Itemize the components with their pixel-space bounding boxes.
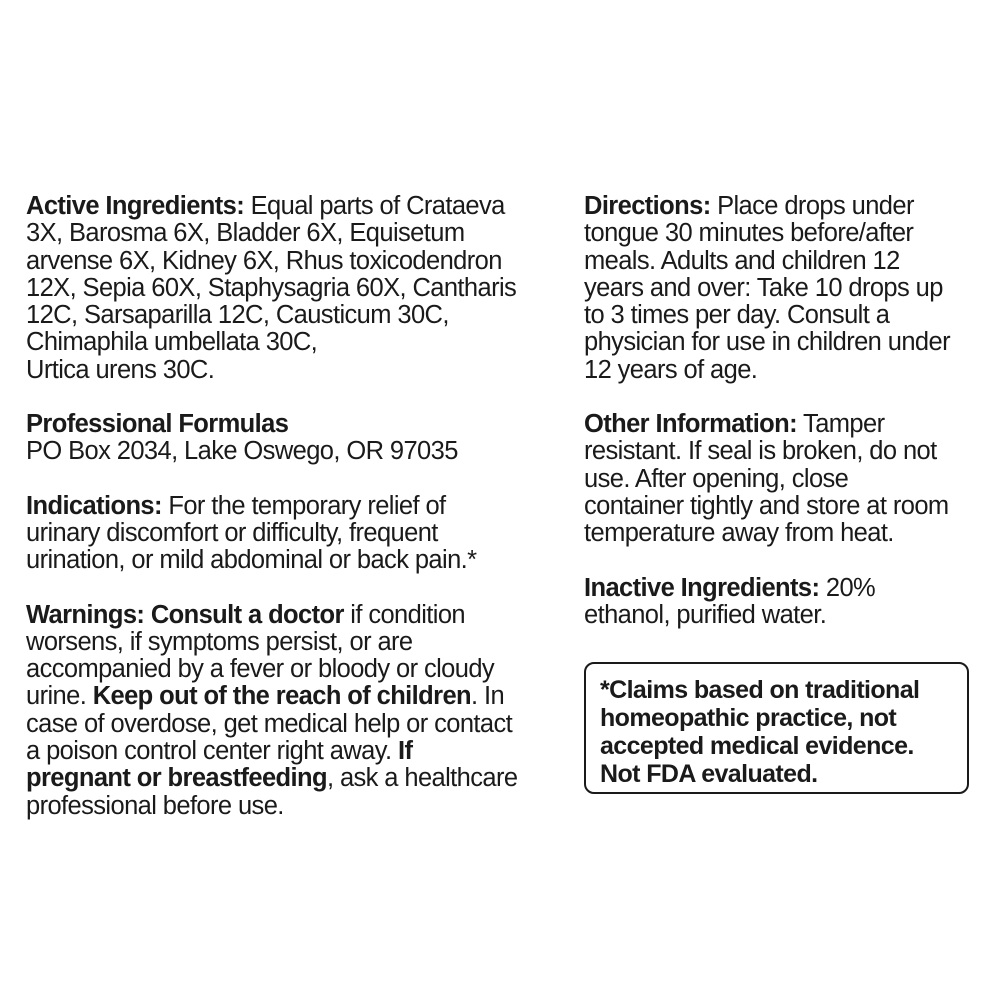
active-ingredients-text: Equal parts of Crataeva bbox=[244, 192, 505, 220]
inactive-ingredients-line-2: ethanol, purified water. bbox=[584, 600, 827, 629]
left-column bbox=[26, 193, 571, 847]
directions-line-4: years and over: Take 10 drops up bbox=[584, 273, 943, 302]
indications-section bbox=[26, 493, 571, 575]
warnings-text-4: urine. bbox=[26, 682, 93, 711]
active-ingredients-line-5: 12C, Sarsaparilla 12C, Causticum 30C, bbox=[26, 301, 449, 330]
warnings-pregnant-bold: pregnant or breastfeeding bbox=[26, 764, 327, 793]
warnings-line-3: accompanied by a fever or bloody or cloudy bbox=[26, 655, 495, 684]
indications-label: Indications: bbox=[26, 491, 162, 520]
warnings-keep-out-of-reach: Keep out of the reach of children bbox=[92, 682, 472, 711]
active-ingredients-label: Active Ingredients: bbox=[26, 192, 245, 220]
other-information-line-4: container tightly and store at room bbox=[584, 491, 949, 520]
other-information-line-5: temperature away from heat. bbox=[584, 519, 894, 548]
warnings-text-4-end: . In bbox=[471, 682, 505, 711]
active-ingredients-line-7: Urtica urens 30C. bbox=[26, 355, 215, 384]
other-information-line-1 bbox=[584, 411, 984, 438]
inactive-ingredients-label: Inactive Ingredients: bbox=[584, 573, 820, 602]
warnings-line-2: worsens, if symptoms persist, or are bbox=[26, 627, 413, 656]
company-name: Professional Formulas bbox=[26, 410, 289, 439]
directions-line-5: to 3 times per day. Consult a bbox=[584, 301, 890, 330]
other-information-line-2: resistant. If seal is broken, do not bbox=[584, 437, 937, 466]
directions-line-1 bbox=[584, 193, 984, 220]
inactive-ingredients-line-1 bbox=[584, 575, 984, 602]
directions-line-3: meals. Adults and children 12 bbox=[584, 246, 900, 275]
active-ingredients-line-2: 3X, Barosma 6X, Bladder 6X, Equisetum bbox=[26, 219, 465, 248]
other-information-label: Other Information: bbox=[584, 410, 798, 439]
claims-line-3: accepted medical evidence. bbox=[600, 732, 914, 761]
claims-disclaimer-box bbox=[584, 662, 969, 794]
warnings-section bbox=[26, 602, 571, 820]
directions-label: Directions: bbox=[584, 192, 711, 220]
right-column bbox=[584, 193, 984, 794]
warnings-line-8: professional before use. bbox=[26, 791, 284, 820]
inactive-ingredients-section bbox=[584, 575, 984, 630]
active-ingredients-line-4: 12X, Sepia 60X, Staphysagria 60X, Cantharis bbox=[26, 273, 517, 302]
active-ingredients-line-1 bbox=[26, 193, 571, 220]
claims-line-1: *Claims based on traditional bbox=[600, 676, 920, 705]
indications-text: For the temporary relief of bbox=[161, 491, 446, 520]
indications-line-1 bbox=[26, 493, 571, 520]
warnings-line-6 bbox=[26, 738, 571, 765]
active-ingredients-line-3: arvense 6X, Kidney 6X, Rhus toxicodendron bbox=[26, 246, 502, 275]
other-information-text: Tamper bbox=[797, 410, 885, 439]
warnings-text-1: if condition bbox=[343, 600, 465, 629]
directions-line-7: 12 years of age. bbox=[584, 355, 758, 384]
claims-line-2: homeopathic practice, not bbox=[600, 704, 897, 733]
directions-section bbox=[584, 193, 984, 384]
company-address: PO Box 2034, Lake Oswego, OR 97035 bbox=[26, 437, 458, 466]
company-section bbox=[26, 411, 571, 466]
claims-line-4: Not FDA evaluated. bbox=[600, 760, 818, 789]
warnings-line-5: case of overdose, get medical help or contact bbox=[26, 709, 513, 738]
warnings-line-7 bbox=[26, 765, 571, 792]
indications-line-2: urinary discomfort or difficulty, frequent bbox=[26, 518, 438, 547]
indications-line-3: urination, or mild abdominal or back pain.* bbox=[26, 546, 477, 575]
warnings-label: Warnings: bbox=[26, 600, 145, 629]
warnings-text-7: , ask a healthcare bbox=[326, 764, 518, 793]
warnings-text-6: a poison control center right away. bbox=[26, 737, 398, 766]
directions-line-2: tongue 30 minutes before/after bbox=[584, 219, 914, 248]
other-information-line-3: use. After opening, close bbox=[584, 464, 849, 493]
warnings-line-1 bbox=[26, 602, 571, 629]
directions-text: Place drops under bbox=[710, 192, 914, 220]
warnings-if-bold: If bbox=[397, 737, 413, 766]
directions-line-6: physician for use in children under bbox=[584, 328, 950, 357]
other-information-section bbox=[584, 411, 984, 547]
active-ingredients-section bbox=[26, 193, 571, 384]
active-ingredients-line-6: Chimaphila umbellata 30C, bbox=[26, 328, 318, 357]
warnings-consult-doctor: Consult a doctor bbox=[144, 600, 344, 629]
warnings-line-4 bbox=[26, 683, 571, 710]
inactive-ingredients-text: 20% bbox=[819, 573, 876, 602]
